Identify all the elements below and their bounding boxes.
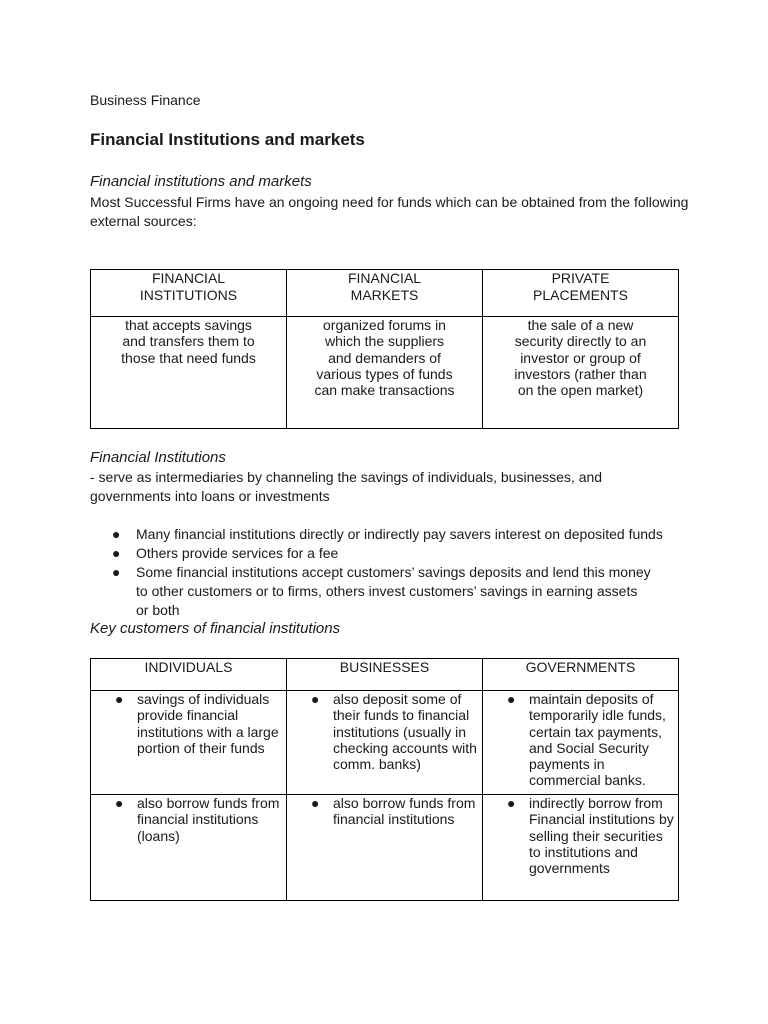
cell-text: also borrow funds from financial institutions (loans) (137, 795, 280, 844)
table-cell (91, 795, 287, 901)
table-cell (287, 795, 483, 901)
bullet-icon: ● (112, 526, 121, 542)
section-heading-financial-institutions: Financial Institutions (90, 449, 226, 466)
list-item (91, 691, 286, 756)
list-item (287, 795, 482, 828)
bullet-text: Many financial institutions directly or indirectly pay savers interest on deposited funds (136, 526, 663, 542)
header-financial-markets: FINANCIAL MARKETS (347, 270, 422, 303)
table-row (91, 795, 679, 901)
bullet-icon: ● (311, 795, 320, 811)
cell-text: also deposit some of their funds to financial institutions (usually in checking accounts with comm. banks) (333, 691, 477, 773)
header-individuals: INDIVIDUALS (91, 659, 287, 691)
header-financial-institutions: FINANCIAL INSTITUTIONS (139, 270, 238, 303)
page-title: Financial Institutions and markets (90, 130, 365, 149)
cell-text: maintain deposits of temporarily idle funds, certain tax payments, and Social Security payments in commercial banks. (529, 691, 666, 789)
table-cell (91, 691, 287, 795)
list-item (112, 563, 692, 620)
funding-sources-table (90, 269, 679, 429)
institutions-bullet-list (112, 525, 692, 620)
list-item (112, 544, 692, 563)
bullet-icon: ● (507, 795, 516, 811)
header-private-placements: PRIVATE PLACEMENTS (533, 270, 628, 303)
bullet-text: Others provide services for a fee (136, 545, 339, 561)
table-cell (483, 317, 679, 429)
table-cell (483, 691, 679, 795)
table-cell (91, 317, 287, 429)
bullet-icon: ● (311, 691, 320, 707)
table-header-row (91, 659, 679, 691)
table-header-row (91, 270, 679, 317)
table-row (91, 317, 679, 429)
header-cell (91, 270, 287, 317)
header-governments: GOVERNMENTS (483, 659, 679, 691)
table-row (91, 691, 679, 795)
list-item (287, 691, 482, 772)
desc-private-placements: the sale of a new security directly to an investor or group of investors (rather than on the open market) (514, 317, 647, 399)
header-cell (287, 270, 483, 317)
cell-text: indirectly borrow from Financial institutions by selling their securities to institutions and governments (529, 795, 674, 877)
section-heading-institutions-markets: Financial institutions and markets (90, 173, 312, 190)
cell-text: savings of individuals provide financial institutions with a large portion of their funds (137, 691, 279, 756)
course-name: Business Finance (90, 92, 201, 108)
desc-financial-institutions: that accepts savings and transfers them to those that need funds (121, 317, 256, 366)
bullet-icon: ● (115, 691, 124, 707)
desc-financial-markets: organized forums in which the suppliers and demanders of various types of funds can make transactions (314, 317, 455, 399)
table-cell (287, 317, 483, 429)
table-cell (483, 795, 679, 901)
table-cell (287, 691, 483, 795)
institutions-description: - serve as intermediaries by channeling the savings of individuals, businesses, and governments into loans or investments (90, 469, 603, 504)
list-item (483, 795, 678, 876)
bullet-icon: ● (507, 691, 516, 707)
list-item (483, 691, 678, 789)
list-item (112, 525, 692, 544)
bullet-icon: ● (112, 545, 121, 561)
bullet-icon: ● (115, 795, 124, 811)
key-customers-table (90, 658, 679, 901)
cell-text: also borrow funds from financial institutions (333, 795, 476, 828)
bullet-text: Some financial institutions accept customers’ savings deposits and lend this money to other customers or to firms, others invest customers’ savings in earning assets or both (136, 564, 651, 618)
header-businesses: BUSINESSES (287, 659, 483, 691)
header-cell (483, 270, 679, 317)
bullet-icon: ● (112, 564, 121, 580)
section-heading-key-customers: Key customers of financial institutions (90, 620, 341, 637)
section-intro-text: Most Successful Firms have an ongoing need for funds which can be obtained from the following external sources: (90, 194, 689, 229)
list-item (91, 795, 286, 844)
